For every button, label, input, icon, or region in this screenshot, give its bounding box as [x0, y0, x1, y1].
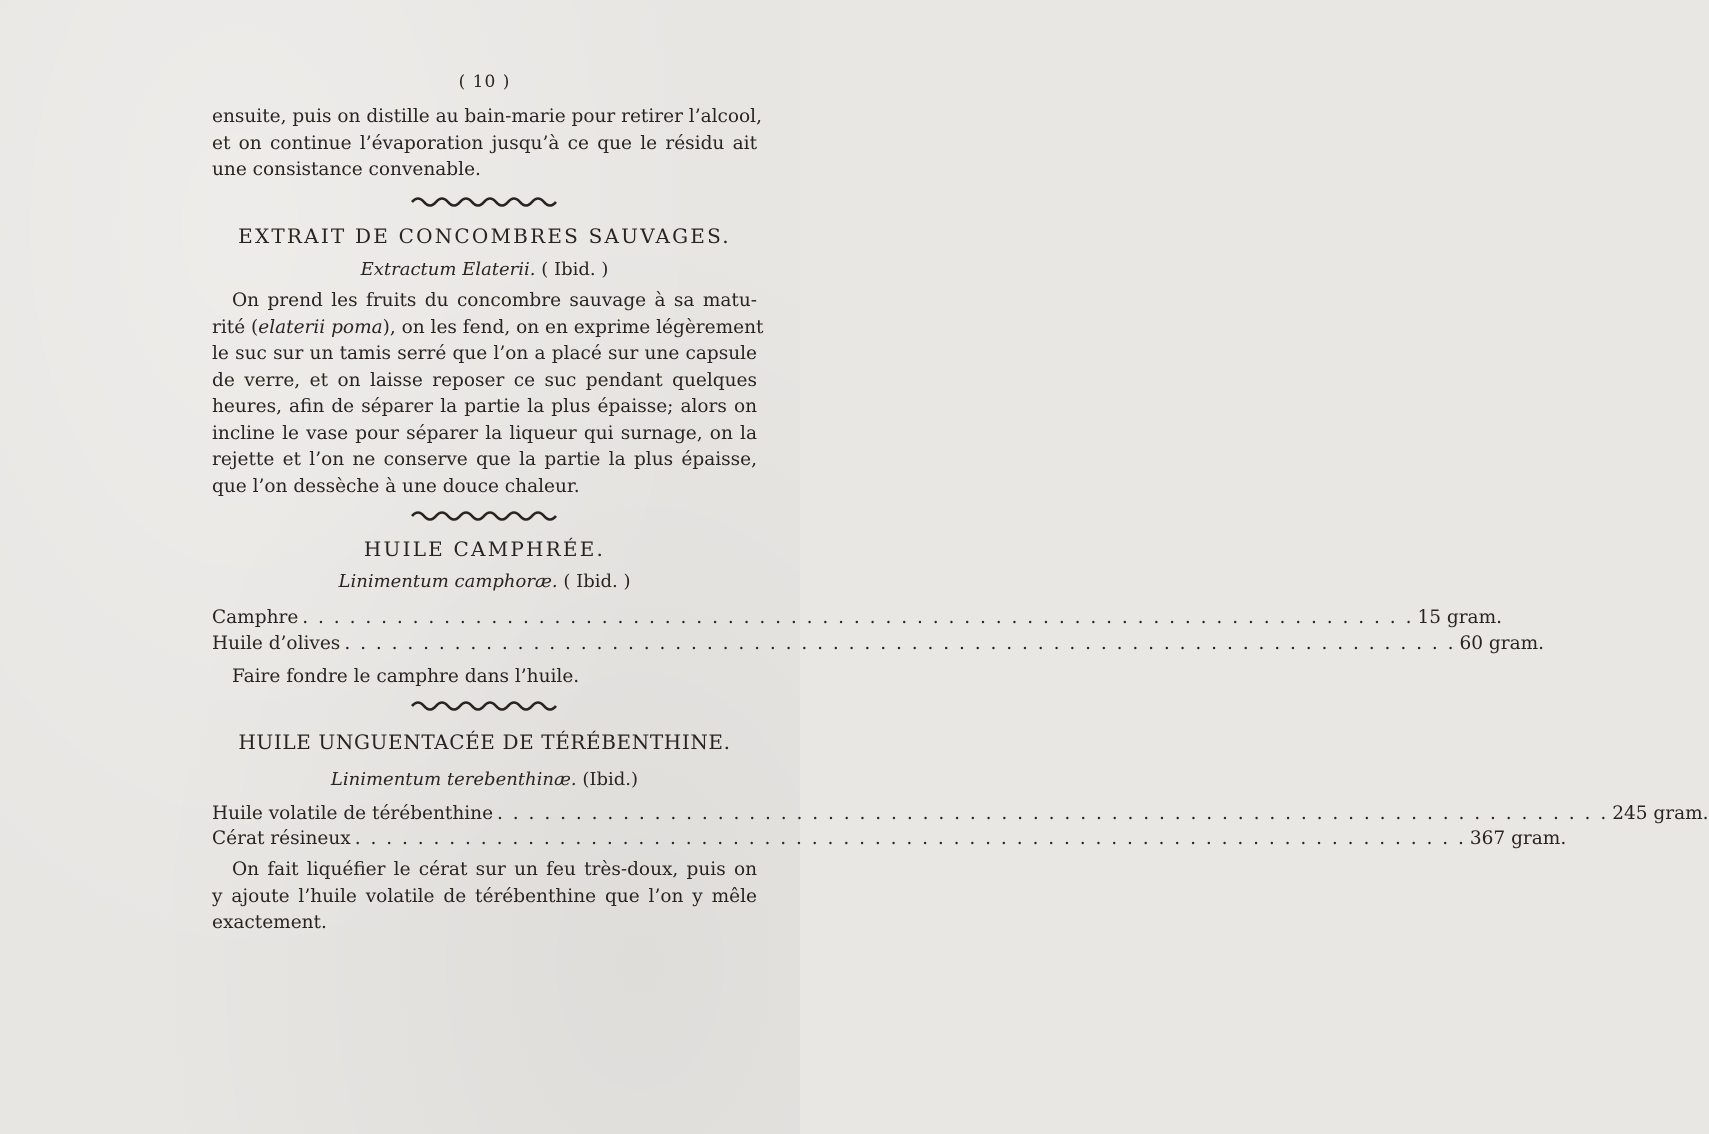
- text-line: exactement.: [212, 912, 327, 933]
- text-line: ensuite, puis on distille au bain-marie pour retirer l’alcool,: [212, 106, 762, 127]
- text-line: rejette et l’on ne conserve que la partie la plus épaisse,: [212, 449, 757, 470]
- text-line: y ajoute l’huile volatile de térébenthine que l’on y mêle: [212, 885, 757, 907]
- latin-name: Linimentum camphoræ.: [338, 571, 558, 592]
- reference: (Ibid.): [582, 769, 639, 790]
- text-fragment: rité (: [212, 316, 259, 338]
- leader-dots: . . . . . . . . . . . . . . . . . . . . . . . . . . . . . . . . . . . . . . . . . . . . . . . . . . . . . . . . . . . . . . . . . . . . . . .: [497, 803, 1609, 824]
- camphree-instruction: [212, 664, 757, 691]
- text-line: et on continue l’évaporation jusqu’à ce que le résidu ait: [212, 132, 757, 154]
- leader-dots: . . . . . . . . . . . . . . . . . . . . . . . . . . . . . . . . . . . . . . . . . . . . . . . . . . . . . . . . . . . . . . . . . . . . . . .: [302, 607, 1414, 628]
- ornamental-rule: [212, 196, 757, 210]
- reference: ( Ibid. ): [563, 571, 631, 592]
- text-line: le suc sur un tamis serré que l’on a placé sur une capsule: [212, 343, 757, 364]
- ingredient-line: [212, 607, 1503, 628]
- ingredient-line: [212, 828, 1567, 849]
- text-line: que l’on dessèche à une douce chaleur.: [212, 475, 580, 497]
- ingredient-line: [212, 633, 1545, 654]
- ornamental-rule: [212, 700, 757, 714]
- ingredient-quantity: 245 gram.: [1612, 803, 1709, 824]
- latin-subtitle: [212, 571, 757, 592]
- text-line: On prend les fruits du concombre sauvage à sa matu-: [232, 290, 757, 311]
- ingredient-quantity: 60 gram.: [1459, 633, 1545, 654]
- unguentacee-paragraph: [212, 857, 757, 937]
- latin-subtitle: [212, 769, 757, 790]
- ingredient-quantity: 15 gram.: [1417, 607, 1503, 628]
- ingredient-quantity: 367 gram.: [1469, 828, 1567, 849]
- text-line: incline le vase pour séparer la liqueur qui surnage, on la: [212, 422, 757, 444]
- text-line: une consistance convenable.: [212, 159, 481, 180]
- ornamental-rule: [212, 510, 757, 524]
- ingredient-line: [212, 803, 1709, 824]
- section-title-huile-camphree: HUILE CAMPHRÉE.: [363, 537, 606, 561]
- latin-name: Extractum Elaterii.: [360, 259, 536, 280]
- section-title-extrait: EXTRAIT DE CONCOMBRES SAUVAGES.: [238, 224, 731, 248]
- ingredient-name: Huile volatile de térébenthine: [212, 803, 494, 824]
- text-line: On fait liquéfier le cérat sur un feu très-doux, puis on: [232, 859, 757, 880]
- section-title-huile-unguentacee: HUILE UNGUENTACÉE DE TÉRÉBENTHINE.: [238, 730, 731, 754]
- text-line: heures, afin de séparer la partie la plus épaisse; alors on: [212, 396, 757, 417]
- text-line: Faire fondre le camphre dans l’huile.: [232, 666, 580, 687]
- reference: ( Ibid. ): [541, 259, 609, 280]
- latin-name: Linimentum terebenthinæ.: [330, 769, 577, 790]
- italic-fragment: elaterii poma: [258, 316, 383, 338]
- leader-dots: . . . . . . . . . . . . . . . . . . . . . . . . . . . . . . . . . . . . . . . . . . . . . . . . . . . . . . . . . . . . . . . . . . . . . . .: [354, 828, 1466, 849]
- continuation-paragraph: [212, 104, 762, 184]
- ingredient-name: Huile d’olives: [212, 633, 341, 654]
- text-fragment: ), on les fend, on en exprime légèrement: [382, 316, 764, 338]
- leader-dots: . . . . . . . . . . . . . . . . . . . . . . . . . . . . . . . . . . . . . . . . . . . . . . . . . . . . . . . . . . . . . . . . . . . . . . .: [344, 633, 1456, 654]
- latin-subtitle: [212, 259, 757, 280]
- extrait-paragraph: [212, 288, 764, 500]
- text-line: [212, 315, 764, 342]
- page-number: ( 10 ): [458, 72, 511, 92]
- ingredient-name: Camphre: [212, 607, 299, 628]
- text-line: de verre, et on laisse reposer ce suc pendant quelques: [212, 369, 757, 391]
- ingredient-name: Cérat résineux: [212, 828, 351, 849]
